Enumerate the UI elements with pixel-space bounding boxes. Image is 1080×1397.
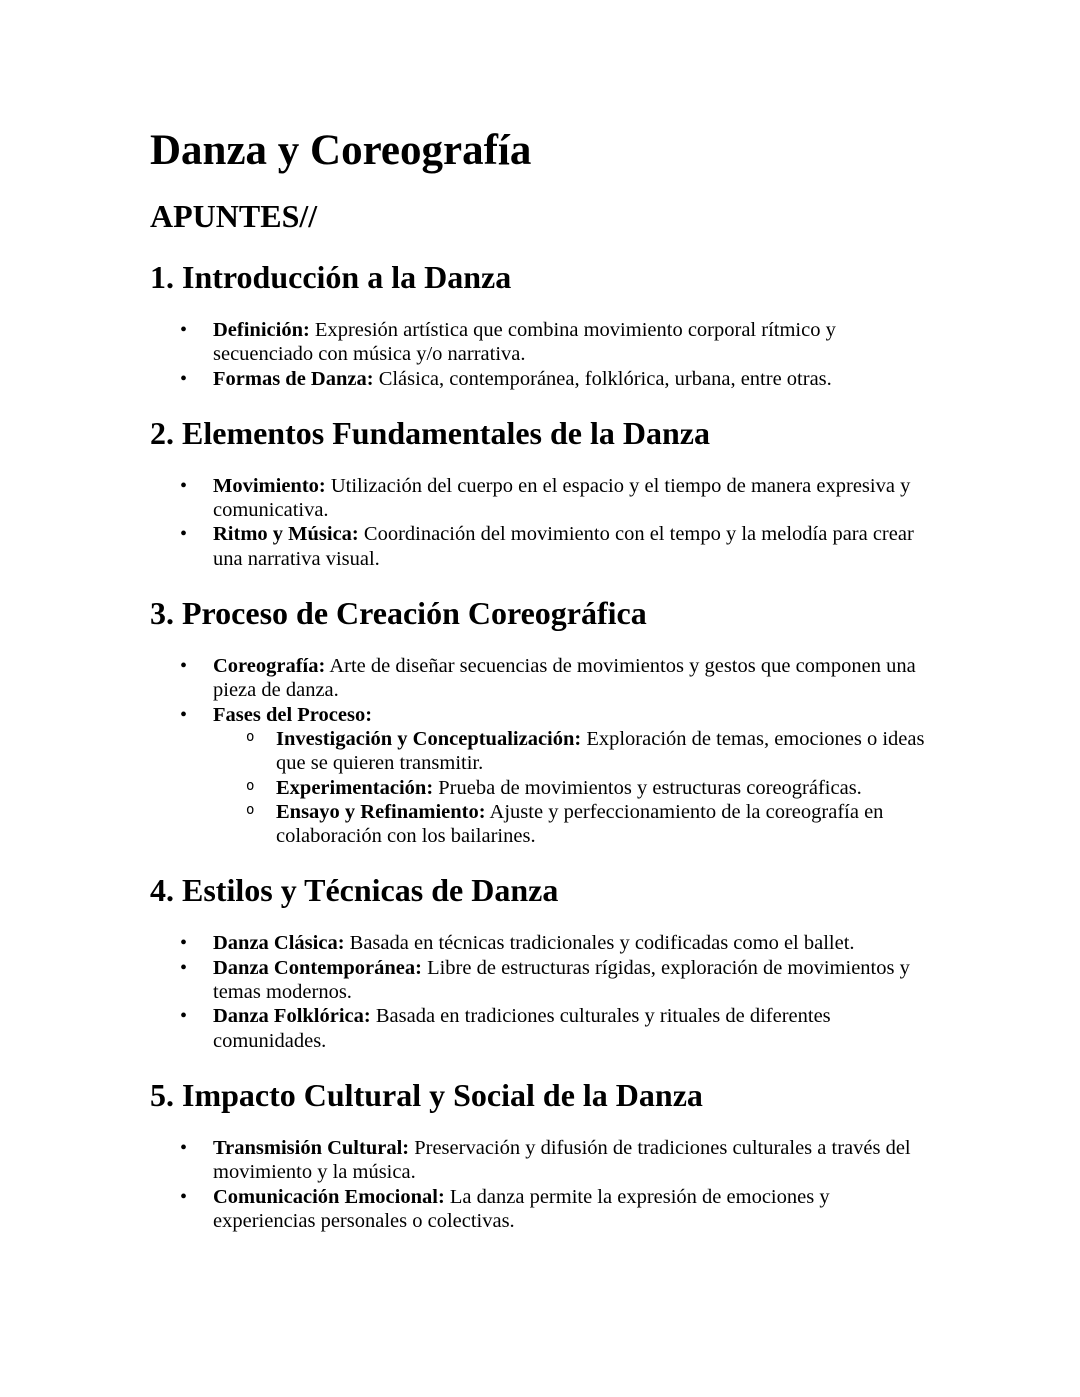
list-item [213, 367, 930, 391]
item-text: Prueba de movimientos y estructuras coreográficas. [433, 776, 862, 799]
item-term: Definición: [213, 319, 310, 341]
item-term: Transmisión Cultural: [213, 1136, 410, 1159]
section-list-impacto [150, 1136, 930, 1233]
list-item [213, 1136, 930, 1185]
item-term: Coreografía: [213, 655, 326, 678]
item-term: Ensayo y Refinamiento: [276, 800, 486, 823]
list-item [213, 522, 930, 571]
item-text: Preservación y difusión de tradiciones culturales a través del movimiento y la música. [213, 1136, 911, 1184]
item-term: Ritmo y Música: [213, 523, 359, 546]
section-heading-impacto: 5. Impacto Cultural y Social de la Danza [150, 1076, 703, 1113]
sub-list-item [276, 776, 930, 800]
item-term: Comunicación Emocional: [213, 1185, 445, 1208]
list-item [213, 1185, 930, 1234]
document-title: Danza y Coreografía [150, 127, 532, 174]
section-list-introduccion [150, 318, 930, 391]
section-heading-elementos: 2. Elementos Fundamentales de la Danza [150, 414, 710, 451]
item-term: Danza Contemporánea: [213, 956, 422, 979]
item-term: Danza Clásica: [213, 932, 345, 955]
item-text: Expresión artística que combina movimiento corporal rítmico y secuenciado con música y/o narrativa. [213, 319, 836, 366]
item-text: Basada en tradiciones culturales y rituales de diferentes comunidades. [213, 1005, 831, 1052]
list-item [213, 474, 930, 523]
item-text: Exploración de temas, emociones o ideas que se quieren transmitir. [276, 727, 925, 775]
list-item [213, 703, 930, 849]
item-term: Fases del Proceso: [213, 703, 373, 726]
item-term: Investigación y Conceptualización: [276, 727, 582, 750]
item-text: Utilización del cuerpo en el espacio y el tiempo de manera expresiva y comunicativa. [213, 474, 911, 522]
list-item [213, 1004, 930, 1053]
list-item [213, 956, 930, 1005]
item-term: Experimentación: [276, 776, 434, 799]
document-subtitle: APUNTES// [150, 198, 318, 234]
item-text: Basada en técnicas tradicionales y codificadas como el ballet. [344, 932, 855, 955]
item-text: Ajuste y perfeccionamiento de la coreografía en colaboración con los bailarines. [276, 800, 884, 848]
section-heading-estilos: 4. Estilos y Técnicas de Danza [150, 872, 559, 909]
sub-list-item [276, 800, 930, 849]
document-page [150, 126, 930, 1233]
item-term: Danza Folklórica: [213, 1005, 371, 1028]
item-text: La danza permite la expresión de emociones y experiencias personales o colectivas. [213, 1185, 830, 1232]
item-text: Libre de estructuras rígidas, exploración de movimientos y temas modernos. [213, 956, 910, 1004]
sub-list-item [276, 727, 930, 776]
section-heading-proceso: 3. Proceso de Creación Coreográfica [150, 595, 647, 632]
list-item [213, 931, 930, 955]
item-text: Clásica, contemporánea, folklórica, urbana, entre otras. [373, 367, 832, 390]
sub-list-fases [213, 727, 930, 848]
section-heading-introduccion: 1. Introducción a la Danza [150, 259, 512, 295]
section-list-elementos [150, 474, 930, 571]
item-term: Movimiento: [213, 474, 326, 497]
section-list-estilos [150, 931, 930, 1052]
item-text: Arte de diseñar secuencias de movimientos y gestos que componen una pieza de danza. [213, 655, 916, 702]
item-text: Coordinación del movimiento con el tempo y la melodía para crear una narrativa visual. [213, 523, 914, 570]
list-item [213, 318, 930, 367]
list-item [213, 654, 930, 703]
item-term: Formas de Danza: [213, 367, 374, 390]
section-list-proceso [150, 654, 930, 848]
